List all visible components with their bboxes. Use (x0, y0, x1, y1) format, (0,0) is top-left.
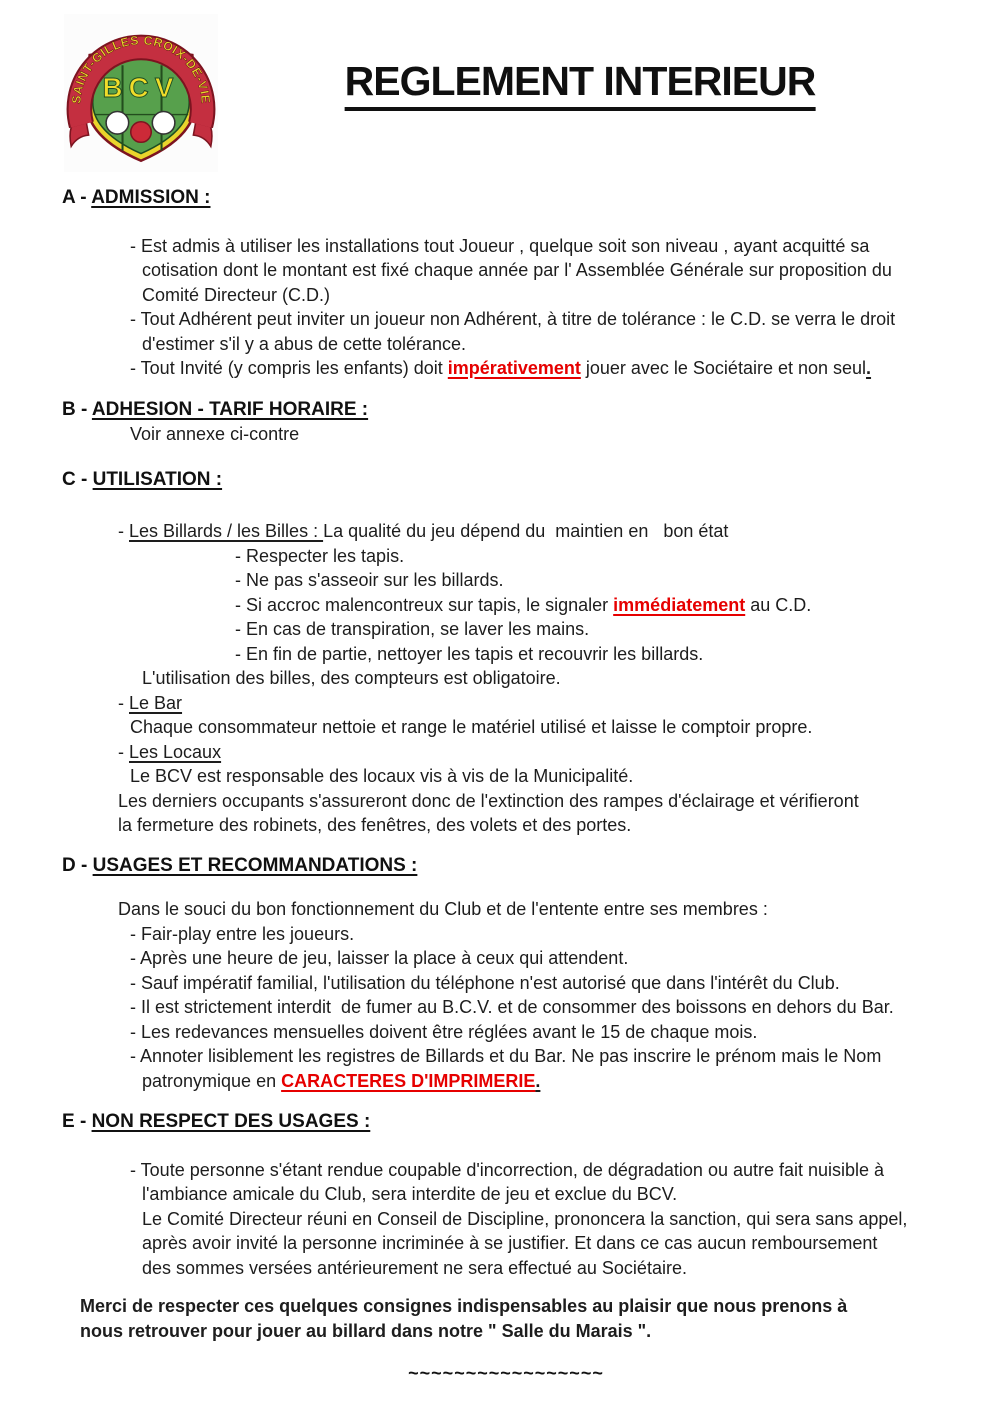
closing-line: nous retrouver pour jouer au billard dans notre " Salle du Marais ". (80, 1320, 652, 1341)
subsection-label-bar: Le Bar (129, 692, 183, 713)
line-text: - (118, 741, 129, 762)
paragraph-line: d'estimer s'il y a abus de cette tolérance. (142, 333, 467, 354)
emphasized-period: . (866, 358, 872, 378)
section-b-letter: B - (62, 398, 92, 420)
section-d-heading (62, 854, 950, 879)
club-crest-logo (64, 14, 218, 172)
paragraph-line (118, 519, 950, 544)
section-a-heading-text: ADMISSION : (91, 187, 211, 208)
line-text: patronymique en (142, 1070, 282, 1091)
paragraph-line: - Annoter lisiblement les registres de Billards et du Bar. Ne pas inscrire le prénom mais le Nom (130, 1046, 882, 1066)
section-c-heading-text: UTILISATION : (92, 468, 223, 490)
line-text: - Si accroc malencontreux sur tapis, le signaler (235, 594, 614, 615)
red-emphasis: CARACTERES D'IMPRIMERIE (281, 1070, 536, 1091)
paragraph-line (142, 1069, 950, 1094)
paragraph-line: après avoir invité la personne incriminée à se justifier. Et dans ce cas aucun remboursement (142, 1233, 878, 1253)
document-body (62, 186, 950, 1386)
section-a-letter: A - (62, 187, 92, 208)
tilde-divider: ~~~~~~~~~~~~~~~~~ (408, 1363, 604, 1383)
paragraph-line: L'utilisation des billes, des compteurs est obligatoire. (142, 668, 561, 688)
line-text: - Tout Invité (y compris les enfants) doit (130, 358, 448, 378)
paragraph-line: Les derniers occupants s'assureront donc de l'extinction des rampes d'éclairage et vérifieront (118, 790, 859, 811)
paragraph-line: l'ambiance amicale du Club, sera interdite de jeu et exclue du BCV. (142, 1184, 678, 1204)
paragraph-line: Le BCV est responsable des locaux vis à vis de la Municipalité. (130, 766, 634, 786)
section-e-heading (62, 1110, 950, 1135)
closing-line: Merci de respecter ces quelques consignes indispensables au plaisir que nous prenons à (80, 1296, 848, 1316)
section-d-letter: D - (62, 854, 93, 876)
white-ball-left (106, 111, 129, 134)
banner-text: SAINT-GILLES CROIX-DE-VIE (69, 33, 213, 105)
paragraph-line: Dans le souci du bon fonctionnement du Club et de l'entente entre ses membres : (118, 899, 768, 919)
red-emphasis: immédiatement (613, 594, 746, 615)
line-text: - (118, 692, 129, 713)
section-b-heading (62, 398, 950, 423)
paragraph-line (130, 356, 950, 381)
section-d-heading-text: USAGES ET RECOMMANDATIONS : (92, 854, 418, 876)
paragraph-line (235, 593, 950, 618)
paragraph-line: Le Comité Directeur réuni en Conseil de Discipline, prononcera la sanction, qui sera sans appel, (142, 1208, 908, 1229)
line-text: La qualité du jeu dépend du maintien en bon état (323, 521, 729, 541)
paragraph-line: Comité Directeur (C.D.) (142, 284, 331, 305)
paragraph-line: Chaque consommateur nettoie et range le matériel utilisé et laisse le comptoir propre. (130, 717, 813, 737)
paragraph-line: - En cas de transpiration, se laver les mains. (235, 619, 590, 639)
red-ball (131, 122, 152, 143)
paragraph-line: - Les redevances mensuelles doivent être réglées avant le 15 de chaque mois. (130, 1021, 758, 1042)
paragraph-line: des sommes versées antérieurement ne sera effectué au Sociétaire. (142, 1257, 687, 1278)
section-c-letter: C - (62, 468, 93, 490)
section-a-heading (62, 186, 950, 211)
club-crest-graphic (64, 14, 218, 172)
paragraph-line: - Tout Adhérent peut inviter un joueur non Adhérent, à titre de tolérance : le C.D. se verra le droit (130, 309, 896, 329)
page-title (345, 58, 816, 105)
red-emphasis: impérativement (447, 358, 581, 378)
section-e-letter: E - (62, 1111, 92, 1132)
white-ball-right (152, 111, 175, 134)
subsection-label-locaux: Les Locaux (129, 741, 222, 762)
paragraph-line: Voir annexe ci-contre (130, 424, 300, 444)
paragraph-line: - Fair-play entre les joueurs. (130, 923, 355, 944)
line-text: au C.D. (745, 594, 812, 615)
paragraph-line: - Est admis à utiliser les installations tout Joueur , quelque soit son niveau , ayant acquitté sa (130, 235, 870, 256)
paragraph-line: - Il est strictement interdit de fumer au B.C.V. et de consommer des boissons en dehors du Bar. (130, 997, 894, 1017)
paragraph-line: - En fin de partie, nettoyer les tapis et recouvrir les billards. (235, 643, 704, 664)
paragraph-line: - Ne pas s'asseoir sur les billards. (235, 570, 504, 590)
subsection-label-billards: Les Billards / les Billes : (129, 521, 324, 541)
paragraph-line: - Après une heure de jeu, laisser la place à ceux qui attendent. (130, 948, 629, 968)
line-text: jouer avec le Sociétaire et non seul (580, 358, 867, 378)
paragraph-line: - Respecter les tapis. (235, 545, 405, 566)
paragraph-line (118, 740, 950, 765)
line-text: - (118, 521, 129, 541)
emphasized-period: . (535, 1070, 541, 1091)
page-title-text: REGLEMENT INTERIEUR (345, 58, 816, 111)
paragraph-line: - Sauf impératif familial, l'utilisation du téléphone n'est autorisé que dans l'intérêt du Club. (130, 972, 840, 993)
paragraph-line (118, 691, 950, 716)
paragraph-line: la fermeture des robinets, des fenêtres, des volets et des portes. (118, 815, 632, 835)
section-b-heading-text: ADHESION - TARIF HORAIRE : (91, 398, 369, 420)
club-acronym: BCV (102, 72, 180, 104)
section-e-heading-text: NON RESPECT DES USAGES : (91, 1111, 371, 1132)
paragraph-line: - Toute personne s'étant rendue coupable d'incorrection, de dégradation ou autre fait nuisible à (130, 1159, 885, 1180)
paragraph-line: cotisation dont le montant est fixé chaque année par l' Assemblée Générale sur proposition du (142, 260, 892, 280)
section-c-heading (62, 468, 950, 493)
